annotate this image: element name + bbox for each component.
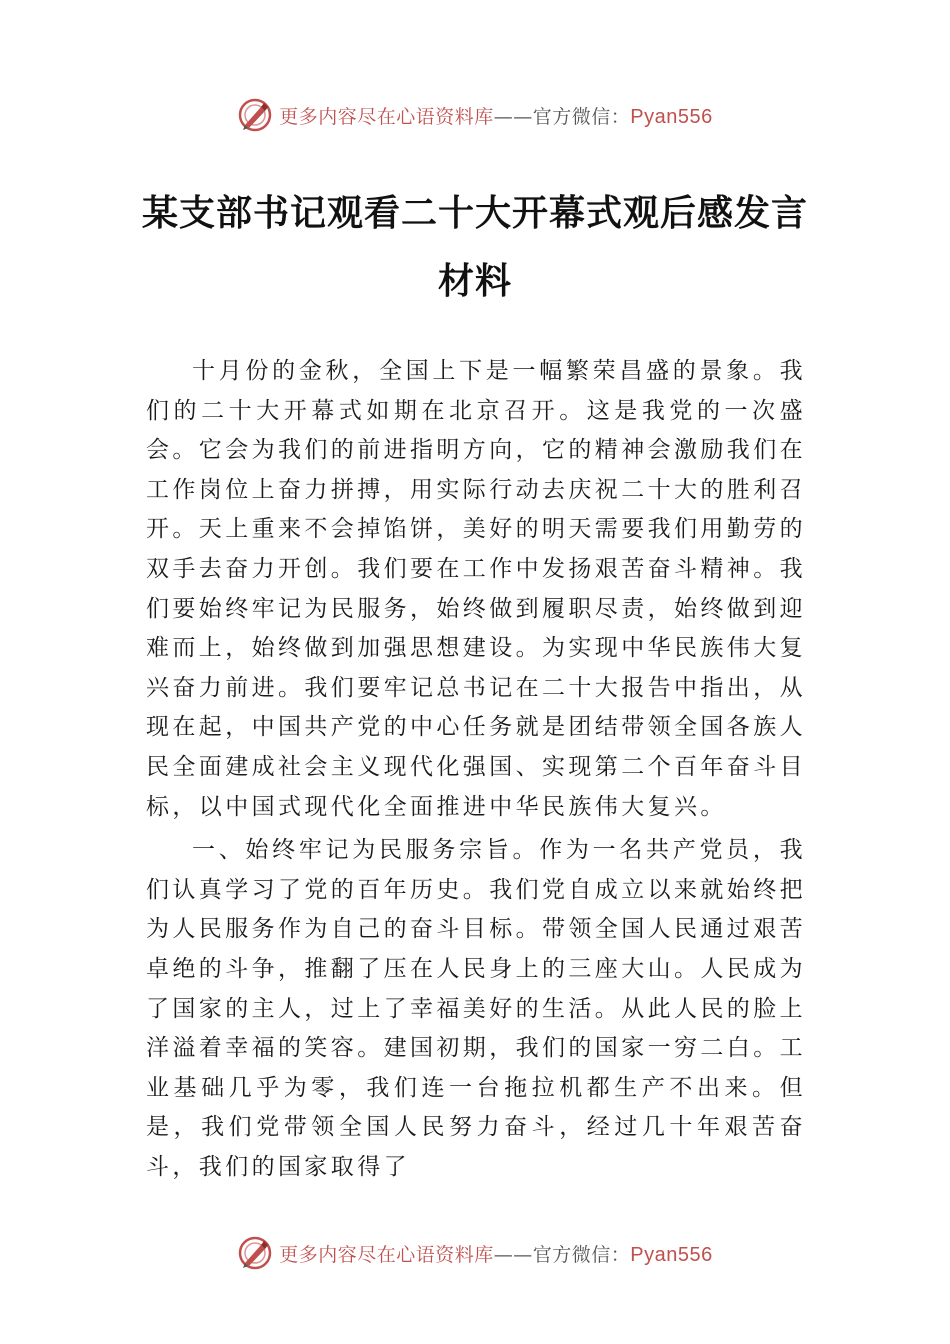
- pen-logo-icon: [237, 1235, 273, 1271]
- watermark-text: [279, 102, 713, 129]
- watermark-banner-top: [0, 95, 950, 135]
- watermark-prefix: 更多内容尽在心语资料库: [279, 1243, 494, 1266]
- watermark-dash: ——: [493, 105, 533, 128]
- watermark-wechat-label: 官方微信：: [532, 1243, 631, 1266]
- document-title-line-2: 材料: [437, 260, 512, 302]
- pen-logo-icon: [237, 97, 273, 133]
- paragraph-section-1: 一、始终牢记为民服务宗旨。作为一名共产党员，我们认真学习了党的百年历史。我们党自成立以来就始终把为人民服务作为自己的奋斗目标。带领全国人民通过艰苦卓绝的斗争，推翻了压在人民身上的三座大山。人民成为了国家的主人，过上了幸福美好的生活。从此人民的脸上洋溢着幸福的笑容。建国初期，我们的国家一穷二白。工业基础几乎为零，我们连一台拖拉机都生产不出来。但是，我们党带领全国人民努力奋斗，经过几十年艰苦奋斗，我们的国家取得了: [146, 837, 806, 1180]
- watermark-wechat-id: Pyan556: [630, 1243, 713, 1266]
- watermark-banner-bottom: [0, 1233, 950, 1273]
- document-body: [146, 352, 806, 1187]
- paragraph-intro: 十月份的金秋，全国上下是一幅繁荣昌盛的景象。我们的二十大开幕式如期在北京召开。这是我党的一次盛会。它会为我们的前进指明方向，它的精神会激励我们在工作岗位上奋力拼搏，用实际行动去庆祝二十大的胜利召开。天上重来不会掉馅饼，美好的明天需要我们用勤劳的双手去奋力开创。我们要在工作中发扬艰苦奋斗精神。我们要始终牢记为民服务，始终做到履职尽责，始终做到迎难而上，始终做到加强思想建设。为实现中华民族伟大复兴奋力前进。我们要牢记总书记在二十大报告中指出，从现在起，中国共产党的中心任务就是团结带领全国各族人民全面建成社会主义现代化强国、实现第二个百年奋斗目标，以中国式现代化全面推进中华民族伟大复兴。: [146, 358, 806, 820]
- watermark-prefix: 更多内容尽在心语资料库: [279, 105, 494, 128]
- watermark-wechat-label: 官方微信：: [532, 105, 631, 128]
- watermark-wechat-id: Pyan556: [630, 105, 713, 128]
- watermark-dash: ——: [493, 1243, 533, 1266]
- document-title-line-1: 某支部书记观看二十大开幕式观后感发言: [141, 192, 808, 234]
- watermark-text: [279, 1240, 713, 1267]
